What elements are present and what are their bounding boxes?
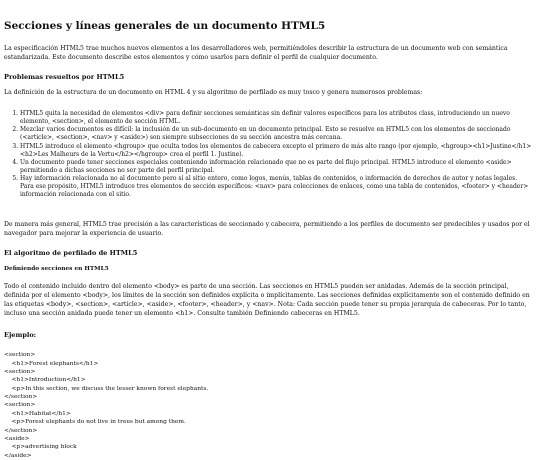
problem-item: 2. Mezclar varios documentos es difícil: la inclusión de un sub-documento en un documento principal. Esto se resuelve en HTML5 con los elementos de seccionado (<article>, <section>, <nav> y <aside>) son siempre subsecciones de su sección ancestra más cercana. — [20, 126, 532, 142]
page-title: Secciones y líneas generales de un documento HTML5 — [4, 20, 326, 32]
summary-paragraph: De manera más general, HTML5 trae precisión a las características de seccionado y cabecera, permitiendo a los perfiles de documento ser predecibles y usados por el navegador para mejorar la experiencia de usuario. — [4, 221, 530, 238]
problems-intro-paragraph: La definición de la estructura de un documento en HTML 4 y su algoritmo de perfilado es muy tosco y genera numerosos problemas: — [4, 88, 423, 96]
problem-item: 3. HTML5 introduce el elemento <hgroup> que oculta todos los elementos de cabecera excepto el primero de más alto rango (por ejemplo, <hgroup><h1>Justine</h1><h2>Les Malheurs de la Vertu</h2></hgroup> crea el perfil 1. Justine). — [20, 143, 532, 159]
sections-heading: Definiendo secciones en HTML5 — [4, 266, 109, 273]
sections-paragraph: Todo el contenido incluido dentro del elemento <body> es parte de una sección. Las secciones en HTML5 pueden ser anidadas. Además de la sección principal, definida por el elemento <body>, los límites de la sección son definidos explícita o implícitamente. Las secciones definidas explícitamente son el contenido definido en las etiquetas <body>, <section>, <article>, <aside>, <footer>, <header>, y <nav>. Nota: Cada sección puede tener su propia jerarquía de cabeceras. Por lo tanto, incluso una sección anidada puede tener un elemento <h1>. Consulte también Definiendo cabeceras en HTML5. — [4, 283, 530, 318]
problems-list — [4, 110, 532, 199]
problem-item: 1. HTML5 quita la necesidad de elementos <div> para definir secciones semánticas sin definir valores específicos para los atributos class, introduciendo un nuevo elemento, <section>, el elemento de sección HTML. — [20, 110, 532, 126]
example-label: Ejemplo: — [4, 331, 37, 340]
problem-item: 5. Hay información relacionada no al documento pero sí al sitio entero, como logos, menús, tablas de contenidos, o información de derechos de autor y notas legales. Para ese propósito, HTML5 introduce tres elementos de sección específicos: <nav> para colecciones de enlaces, como una tabla de contenidos, <footer> y <header> información relacionada con el sitio. — [20, 175, 532, 199]
intro-paragraph: La especificación HTML5 trae muchos nuevos elementos a los desarrolladores web, permitiéndoles describir la estructura de un documento web con semántica estandarizada. Este documento describe estos elementos y cómo usarlos para definir el perfil de cualquier documento. — [4, 44, 508, 61]
code-example: <section> <h1>Forest elephants</h1> <section> <h1>Introduction</h1> <p>In this section, we discuss the lesser known forest elephants. </section> <section> <h1>Habitat</h1> <p>Forest elephants do not live in trees but among them. </section> <aside> <p>advertising block </aside> — [4, 352, 209, 459]
problem-item: 4. Un documento puede tener secciones especiales conteniendo información relacionado que no es parte del flujo principal. HTML5 introduce el elemento <aside> permitiendo a dichas secciones no ser parte del perfil principal. — [20, 159, 532, 175]
problems-heading: Problemas resueltos por HTML5 — [4, 72, 125, 81]
algorithm-heading: El algoritmo de perfilado de HTML5 — [4, 249, 138, 258]
